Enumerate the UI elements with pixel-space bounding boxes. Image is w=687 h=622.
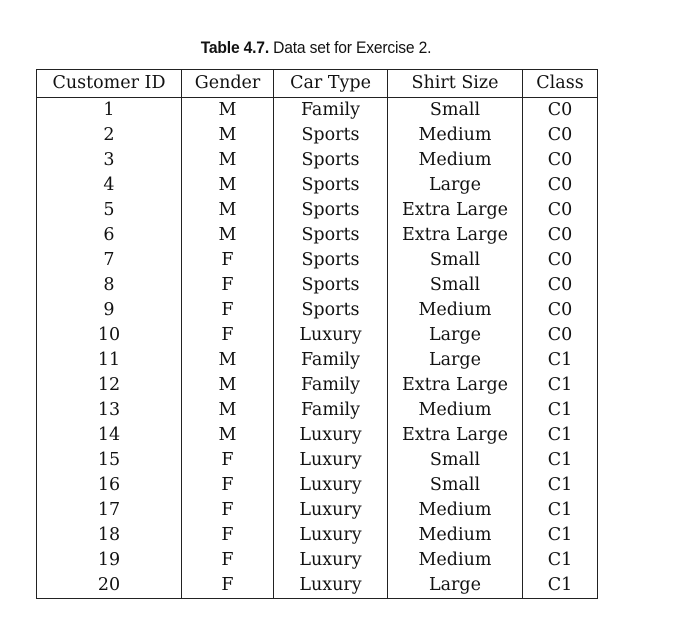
table-row: [37, 523, 598, 548]
car-type-cell: Family: [274, 98, 388, 124]
car-type-cell: Luxury: [274, 573, 388, 599]
class-cell: C0: [523, 323, 598, 348]
data-table: [36, 69, 598, 599]
table-row: [37, 223, 598, 248]
car-type-cell: Sports: [274, 273, 388, 298]
car-type-cell: Sports: [274, 148, 388, 173]
car-type-cell: Luxury: [274, 448, 388, 473]
shirt-size-cell: Medium: [388, 148, 523, 173]
table-row: [37, 98, 598, 124]
customer-id-cell: 3: [37, 148, 182, 173]
gender-cell: M: [182, 373, 274, 398]
column-header-class: Class: [523, 70, 598, 98]
shirt-size-cell: Medium: [388, 298, 523, 323]
class-cell: C1: [523, 448, 598, 473]
shirt-size-cell: Large: [388, 573, 523, 599]
class-cell: C0: [523, 98, 598, 124]
car-type-cell: Sports: [274, 248, 388, 273]
shirt-size-cell: Large: [388, 173, 523, 198]
table-row: [37, 248, 598, 273]
car-type-cell: Family: [274, 348, 388, 373]
shirt-size-cell: Small: [388, 273, 523, 298]
customer-id-cell: 11: [37, 348, 182, 373]
table-caption-label: Table 4.7.: [200, 38, 269, 57]
shirt-size-cell: Large: [388, 323, 523, 348]
car-type-cell: Luxury: [274, 423, 388, 448]
customer-id-cell: 14: [37, 423, 182, 448]
table-row: [37, 348, 598, 373]
gender-cell: M: [182, 348, 274, 373]
class-cell: C1: [523, 523, 598, 548]
gender-cell: F: [182, 523, 274, 548]
table-row: [37, 373, 598, 398]
table-row: [37, 473, 598, 498]
shirt-size-cell: Small: [388, 448, 523, 473]
gender-cell: F: [182, 298, 274, 323]
shirt-size-cell: Small: [388, 98, 523, 124]
class-cell: C1: [523, 373, 598, 398]
class-cell: C0: [523, 273, 598, 298]
shirt-size-cell: Extra Large: [388, 198, 523, 223]
table-row: [37, 173, 598, 198]
customer-id-cell: 12: [37, 373, 182, 398]
table-caption-text: Data set for Exercise 2.: [273, 38, 432, 57]
gender-cell: F: [182, 573, 274, 599]
header-row: [37, 70, 598, 98]
gender-cell: M: [182, 423, 274, 448]
shirt-size-cell: Extra Large: [388, 423, 523, 448]
gender-cell: M: [182, 148, 274, 173]
customer-id-cell: 4: [37, 173, 182, 198]
table-header: [37, 70, 598, 98]
car-type-cell: Sports: [274, 223, 388, 248]
gender-cell: F: [182, 273, 274, 298]
table-row: [37, 448, 598, 473]
customer-id-cell: 5: [37, 198, 182, 223]
car-type-cell: Luxury: [274, 498, 388, 523]
car-type-cell: Family: [274, 398, 388, 423]
table-row: [37, 323, 598, 348]
shirt-size-cell: Medium: [388, 498, 523, 523]
shirt-size-cell: Extra Large: [388, 373, 523, 398]
table-row: [37, 548, 598, 573]
car-type-cell: Luxury: [274, 323, 388, 348]
customer-id-cell: 1: [37, 98, 182, 124]
class-cell: C0: [523, 123, 598, 148]
gender-cell: M: [182, 98, 274, 124]
shirt-size-cell: Medium: [388, 548, 523, 573]
class-cell: C0: [523, 198, 598, 223]
column-header-customer-id: Customer ID: [37, 70, 182, 98]
car-type-cell: Luxury: [274, 523, 388, 548]
table-row: [37, 498, 598, 523]
class-cell: C1: [523, 423, 598, 448]
customer-id-cell: 7: [37, 248, 182, 273]
class-cell: C0: [523, 248, 598, 273]
gender-cell: M: [182, 223, 274, 248]
customer-id-cell: 13: [37, 398, 182, 423]
table-row: [37, 123, 598, 148]
shirt-size-cell: Medium: [388, 523, 523, 548]
class-cell: C0: [523, 148, 598, 173]
car-type-cell: Family: [274, 373, 388, 398]
gender-cell: F: [182, 323, 274, 348]
gender-cell: F: [182, 448, 274, 473]
table-row: [37, 398, 598, 423]
gender-cell: M: [182, 198, 274, 223]
shirt-size-cell: Medium: [388, 398, 523, 423]
gender-cell: F: [182, 498, 274, 523]
table-row: [37, 148, 598, 173]
gender-cell: F: [182, 473, 274, 498]
customer-id-cell: 20: [37, 573, 182, 599]
class-cell: C0: [523, 298, 598, 323]
gender-cell: F: [182, 248, 274, 273]
customer-id-cell: 18: [37, 523, 182, 548]
customer-id-cell: 16: [37, 473, 182, 498]
car-type-cell: Luxury: [274, 548, 388, 573]
car-type-cell: Sports: [274, 298, 388, 323]
shirt-size-cell: Small: [388, 473, 523, 498]
gender-cell: F: [182, 548, 274, 573]
table-row: [37, 573, 598, 599]
customer-id-cell: 6: [37, 223, 182, 248]
column-header-car-type: Car Type: [274, 70, 388, 98]
class-cell: C1: [523, 398, 598, 423]
class-cell: C1: [523, 473, 598, 498]
table-caption: [58, 38, 573, 58]
shirt-size-cell: Small: [388, 248, 523, 273]
table-body: [37, 98, 598, 599]
customer-id-cell: 10: [37, 323, 182, 348]
shirt-size-cell: Large: [388, 348, 523, 373]
class-cell: C1: [523, 573, 598, 599]
car-type-cell: Sports: [274, 123, 388, 148]
column-header-shirt-size: Shirt Size: [388, 70, 523, 98]
column-header-gender: Gender: [182, 70, 274, 98]
car-type-cell: Sports: [274, 173, 388, 198]
gender-cell: M: [182, 123, 274, 148]
customer-id-cell: 2: [37, 123, 182, 148]
table-row: [37, 298, 598, 323]
customer-id-cell: 17: [37, 498, 182, 523]
customer-id-cell: 9: [37, 298, 182, 323]
table-row: [37, 273, 598, 298]
class-cell: C0: [523, 223, 598, 248]
car-type-cell: Sports: [274, 198, 388, 223]
class-cell: C0: [523, 173, 598, 198]
gender-cell: M: [182, 173, 274, 198]
class-cell: C1: [523, 548, 598, 573]
table-row: [37, 198, 598, 223]
class-cell: C1: [523, 348, 598, 373]
shirt-size-cell: Extra Large: [388, 223, 523, 248]
class-cell: C1: [523, 498, 598, 523]
customer-id-cell: 15: [37, 448, 182, 473]
table-row: [37, 423, 598, 448]
gender-cell: M: [182, 398, 274, 423]
customer-id-cell: 8: [37, 273, 182, 298]
customer-id-cell: 19: [37, 548, 182, 573]
shirt-size-cell: Medium: [388, 123, 523, 148]
car-type-cell: Luxury: [274, 473, 388, 498]
